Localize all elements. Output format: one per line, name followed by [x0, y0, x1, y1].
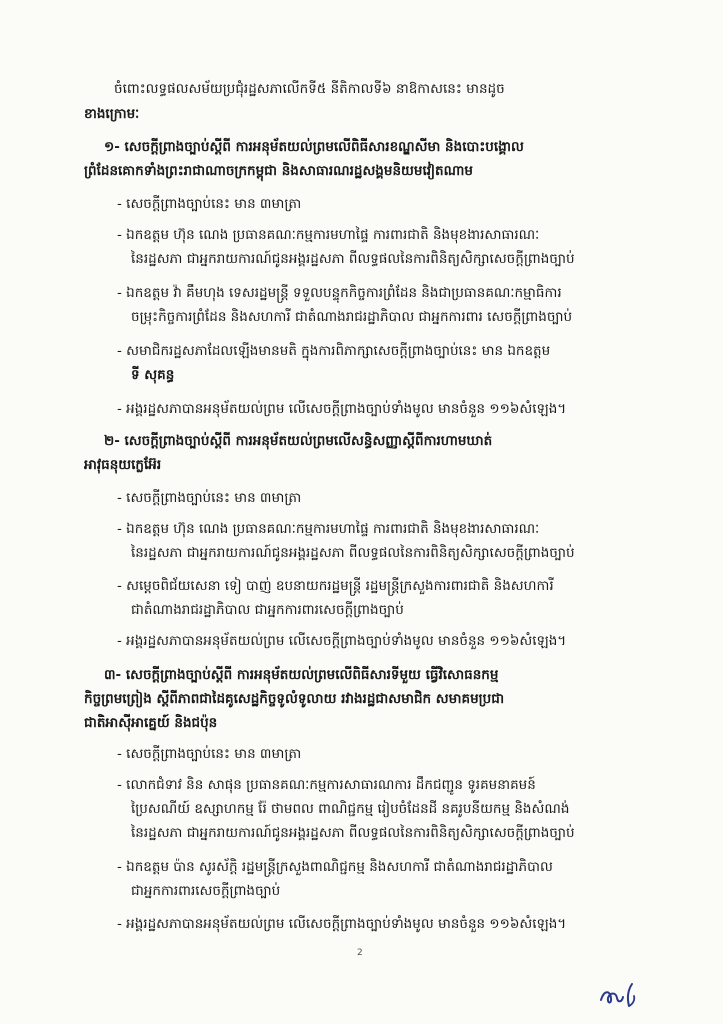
section-3-bullet-reporter: - លោកជំទាវ និន សាផុន ប្រធានគណៈកម្មការសាធារណការ ដឹកជញ្ជូន ទូរគមនាគមន៍ [117, 777, 536, 793]
section-1-bullet-vote: - អង្គរដ្ឋសភាបានអនុម័តយល់ព្រម លើសេចក្តីព្រាងច្បាប់ទាំងមូល មានចំនួន ១១៦សំឡេង។ [117, 401, 567, 417]
section-2-bullet-articles: - សេចក្តីព្រាងច្បាប់នេះ មាន ៣មាត្រា [117, 490, 302, 506]
section-1-bullet-reporter: - ឯកឧត្តម ហ៊ុន ណេង ប្រធានគណៈកម្មការមហាផ្ទៃ ការពារជាតិ និងមុខងារសាធារណៈ [117, 227, 540, 243]
section-3-bullet-government: - ឯកឧត្តម ប៉ាន សូរស័ក្តិ រដ្ឋមន្ត្រីក្រសួងពាណិជ្ជកម្ម និងសហការី ជាតំណាងរាជរដ្ឋាភិបាល [117, 859, 553, 875]
section-1-title-line-2: ព្រំដែនគោកទាំងព្រះរាជាណាចក្រកម្ពុជា និងសាធារណរដ្ឋសង្គមនិយមវៀតណាម [84, 163, 473, 179]
handwritten-initial-signature [598, 980, 646, 1010]
section-3-bullet-vote: - អង្គរដ្ឋសភាបានអនុម័តយល់ព្រម លើសេចក្តីព្រាងច្បាប់ទាំងមូល មានចំនួន ១១៦សំឡេង។ [117, 916, 567, 932]
section-3-title-line-1: ៣- សេចក្តីព្រាងច្បាប់ស្តីពី ការអនុម័តយល់ព្រមលើពិធីសារទីមួយ ធ្វើវិសោធនកម្ម [104, 667, 499, 683]
section-3-bullet-reporter-cont-2: នៃរដ្ឋសភា ជាអ្នករាយការណ៍ជូនអង្គរដ្ឋសភា ពីលទ្ធផលនៃការពិនិត្យសិក្សាសេចក្តីព្រាងច្បាប់ [131, 825, 575, 841]
section-3-title-line-3: ជាតិអាស៊ីអាគ្នេយ៍ និងជប៉ុន [84, 715, 218, 731]
section-2-title-line-1: ២- សេចក្តីព្រាងច្បាប់ស្តីពី ការអនុម័តយល់ព្រមលើសន្ធិសញ្ញាស្តីពីការហាមឃាត់ [104, 433, 493, 449]
section-2-bullet-government: - សម្តេចពិជ័យសេនា ទៀ បាញ់ ឧបនាយករដ្ឋមន្ត្រី រដ្ឋមន្ត្រីក្រសួងការពារជាតិ និងសហការី [117, 578, 554, 594]
section-1-bullet-debate-cont: ទី សុគន្ធ [131, 367, 175, 383]
section-3-title-line-2: កិច្ចព្រមព្រៀង ស្តីពីភាពជាដៃគូសេដ្ឋកិច្ចទូលំទូលាយ រវាងរដ្ឋជាសមាជិក សមាគមប្រជា [84, 691, 505, 707]
section-2-bullet-reporter-cont: នៃរដ្ឋសភា ជាអ្នករាយការណ៍ជូនអង្គរដ្ឋសភា ពីលទ្ធផលនៃការពិនិត្យសិក្សាសេចក្តីព្រាងច្បាប់ [131, 545, 575, 561]
intro-line-2: ខាងក្រោមៈ [84, 106, 140, 122]
section-2-bullet-government-cont: ជាតំណាងរាជរដ្ឋាភិបាល ជាអ្នកការពារសេចក្តីព្រាងច្បាប់ [131, 602, 404, 618]
section-2-bullet-reporter: - ឯកឧត្តម ហ៊ុន ណេង ប្រធានគណៈកម្មការមហាផ្ទៃ ការពារជាតិ និងមុខងារសាធារណៈ [117, 521, 540, 537]
section-1-bullet-reporter-cont: នៃរដ្ឋសភា ជាអ្នករាយការណ៍ជូនអង្គរដ្ឋសភា ពីលទ្ធផលនៃការពិនិត្យសិក្សាសេចក្តីព្រាងច្បាប់ [131, 251, 575, 267]
section-1-bullet-debate: - សមាជិករដ្ឋសភាដែលឡើងមានមតិ ក្នុងការពិភាក្សាសេចក្តីព្រាងច្បាប់នេះ មាន ឯកឧត្តម [117, 343, 551, 359]
section-1-title-line-1: ១- សេចក្តីព្រាងច្បាប់ស្តីពី ការអនុម័តយល់ព្រមលើពិធីសារខណ្ឌសីមា និងបោះបង្គោល [104, 139, 524, 155]
section-2-title-line-2: អាវុធនុយក្លេអ៊ែរ [84, 457, 162, 473]
section-1-bullet-government: - ឯកឧត្តម វ៉ា គឹមហុង ទេសរដ្ឋមន្ត្រី ទទួលបន្ទុកកិច្ចការព្រំដែន និងជាប្រធានគណៈកម្មាធិការ [117, 285, 562, 301]
intro-line-1: ចំពោះលទ្ធផលសម័យប្រជុំរដ្ឋសភាលើកទី៥ នីតិកាលទី៦ នាឱកាសនេះ មានដូច [114, 81, 505, 97]
section-3-bullet-articles: - សេចក្តីព្រាងច្បាប់នេះ មាន ៣មាត្រា [117, 746, 302, 762]
section-1-bullet-government-cont: ចម្រុះកិច្ចការព្រំដែន និងសហការី ជាតំណាងរាជរដ្ឋាភិបាល ជាអ្នកការពារ សេចក្តីព្រាងច្បាប់ [131, 309, 573, 325]
section-3-bullet-government-cont: ជាអ្នកការពារសេចក្តីព្រាងច្បាប់ [131, 883, 281, 899]
section-2-bullet-vote: - អង្គរដ្ឋសភាបានអនុម័តយល់ព្រម លើសេចក្តីព្រាងច្បាប់ទាំងមូល មានចំនួន ១១៦សំឡេង។ [117, 633, 567, 649]
section-3-bullet-reporter-cont-1: ប្រៃសណីយ៍ ឧស្សាហកម្ម រ៉ែ ថាមពល ពាណិជ្ជកម្ម រៀបចំដែនដី នគរូបនីយកម្ម និងសំណង់ [131, 801, 570, 817]
page-number: 2 [357, 948, 363, 958]
section-1-bullet-articles: - សេចក្តីព្រាងច្បាប់នេះ មាន ៣មាត្រា [117, 196, 302, 212]
